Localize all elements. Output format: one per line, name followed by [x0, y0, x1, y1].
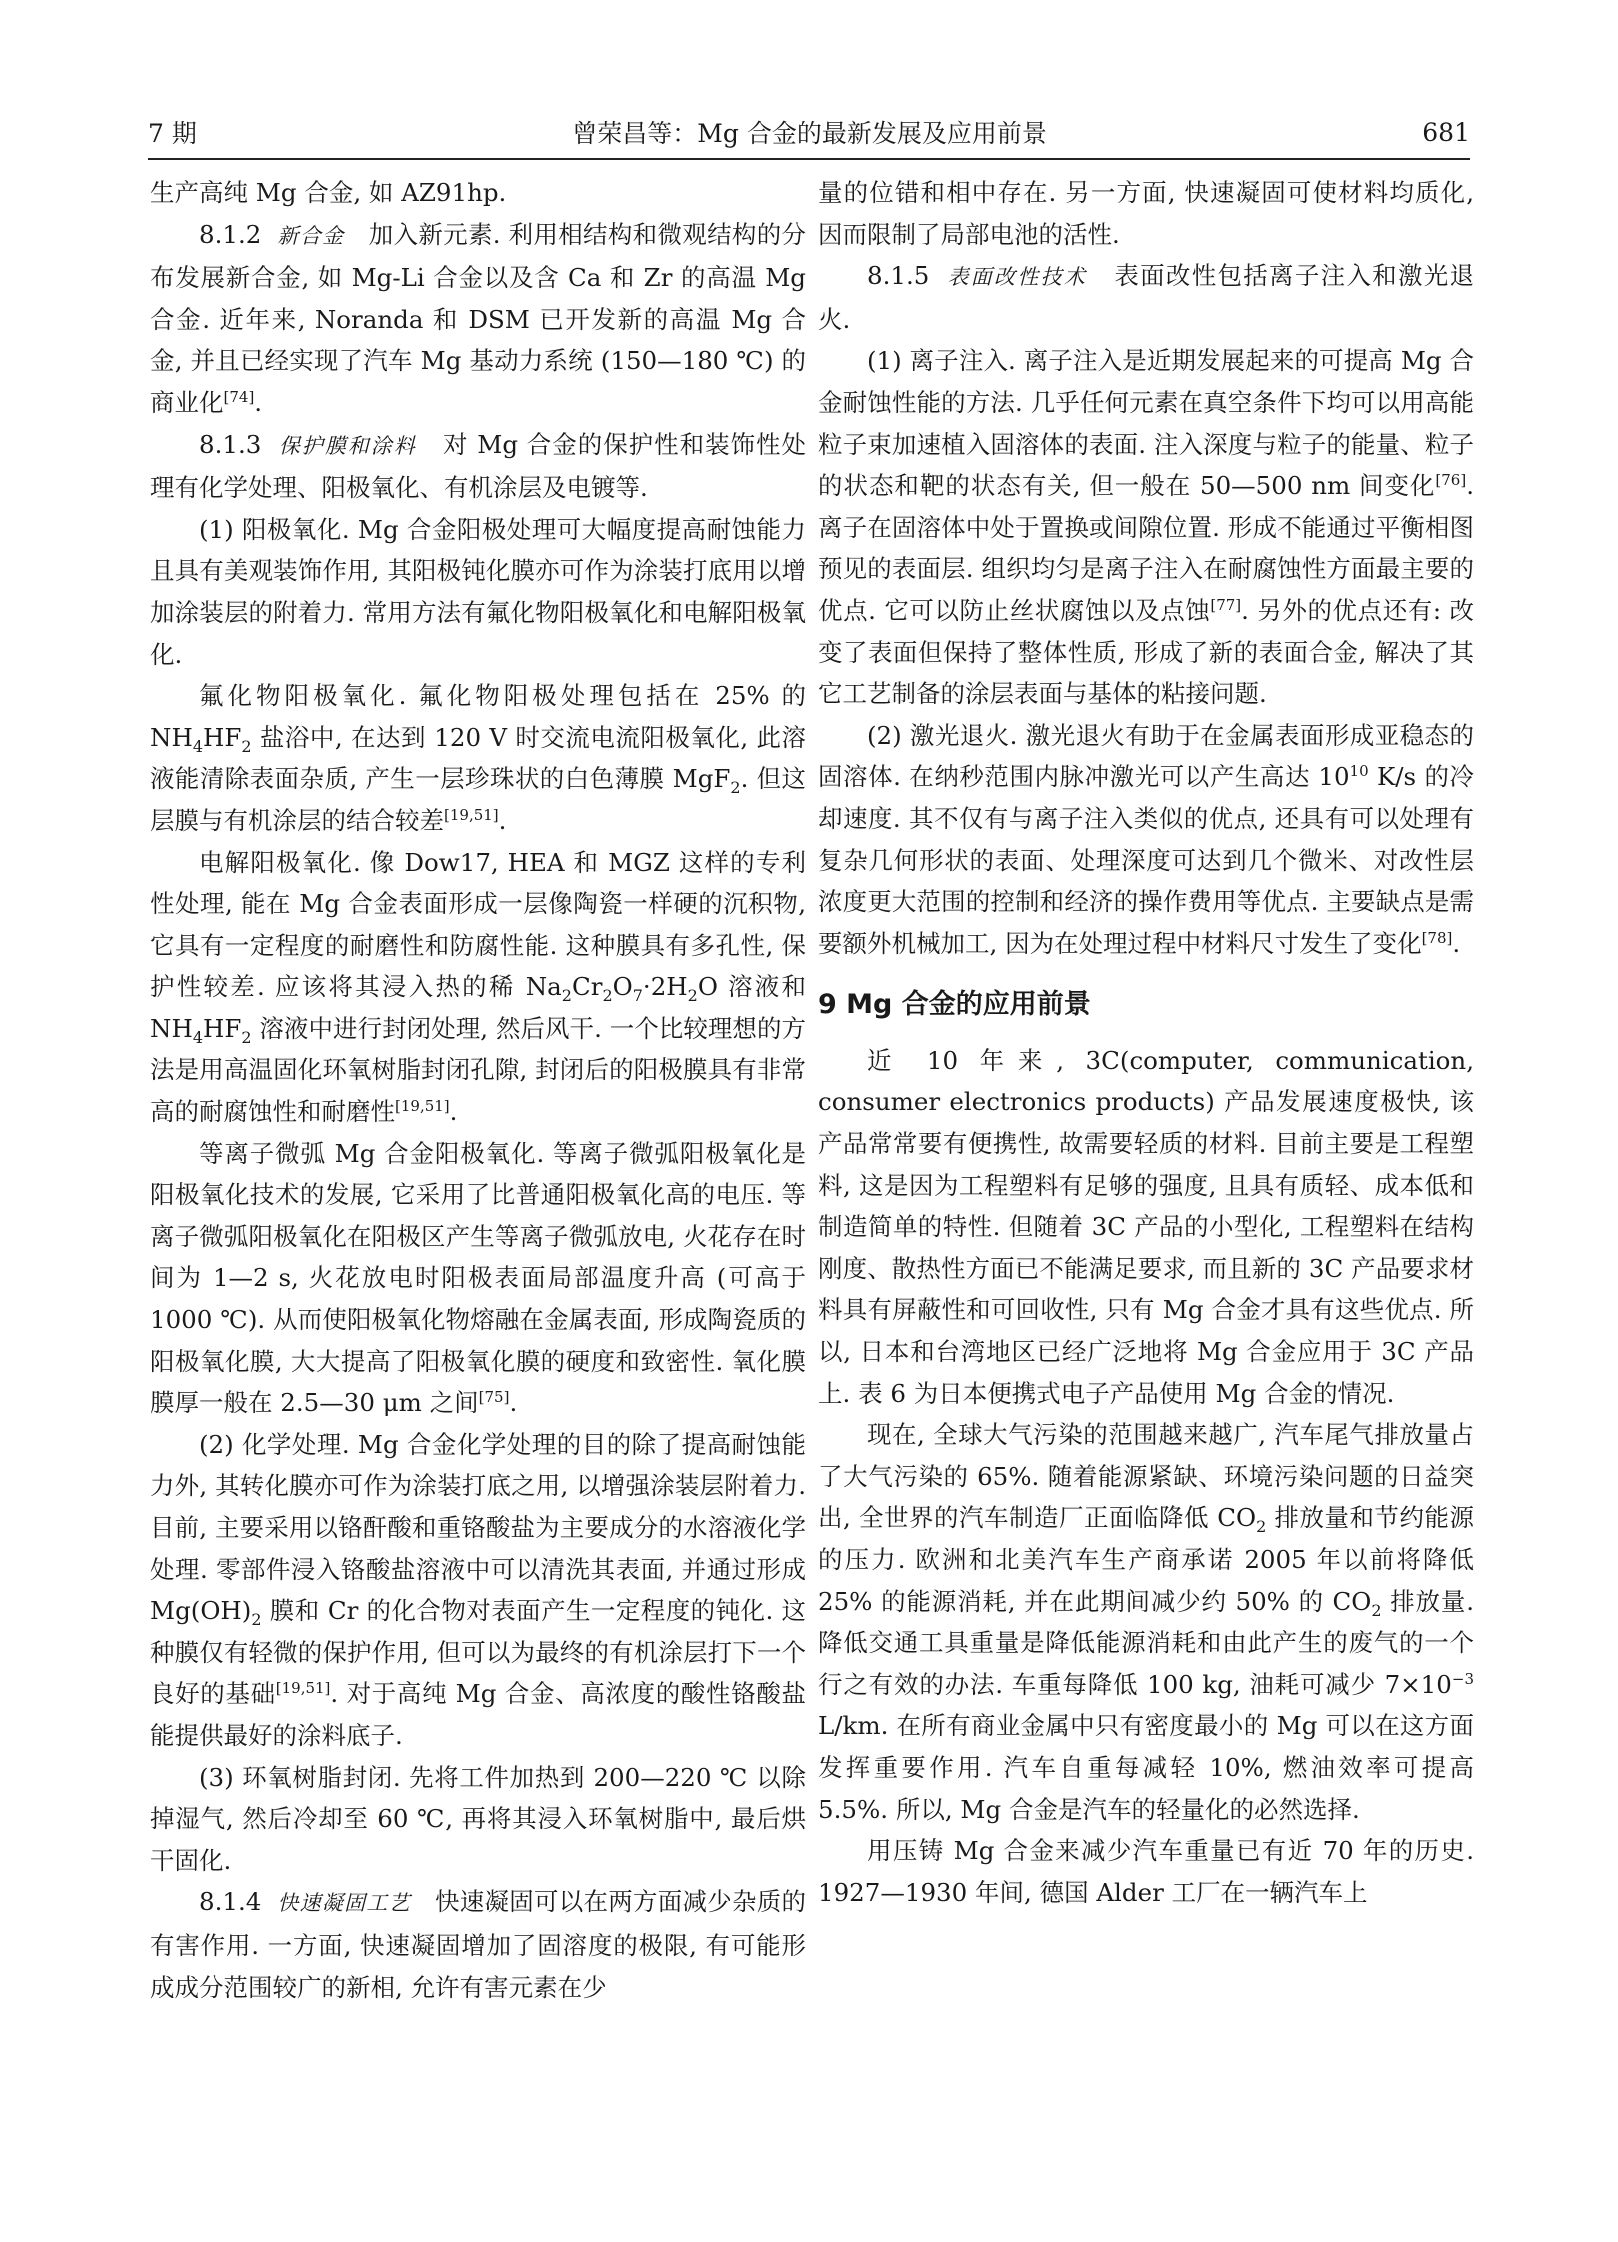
paragraph: 用压铸 Mg 合金来减少汽车重量已有近 70 年的历史. 1927—1930 年间, 德国 Alder 工厂在一辆汽车上: [818, 1836, 1474, 1907]
paragraph: (2) 化学处理. Mg 合金化学处理的目的除了提高耐蚀能力外, 其转化膜亦可作为涂装打底之用, 以增强涂装层附着力. 目前, 主要采用以铬酐酸和重铬酸盐为主要成分的水溶液化学处理. 零部件浸入铬酸盐溶液中可以清洗其表面, 并通过形成 $Mg(OH)_2$ 膜和 Cr 的化合物对表面产生一定程度的钝化. 这种膜仅有轻微的保护作用, 但可以为最终的有机涂层打下一个良好的基础[19,51]. 对于高纯 Mg 合金、高浓度的酸性铬酸盐能提供最好的涂料底子.: [150, 1429, 807, 1750]
left-column: [150, 172, 806, 2008]
paragraph: (3) 环氧树脂封闭. 先将工件加热到 200—220 ℃ 以除掉湿气, 然后冷却至 60 ℃, 再将其浸入环氧树脂中, 最后烘干固化.: [150, 1762, 806, 1875]
paragraph: 量的位错和相中存在. 另一方面, 快速凝固可使材料均质化, 因而限制了局部电池的活性.: [818, 178, 1474, 249]
section-8-1-5: 8.1.5 表面改性技术 表面改性包括离子注入和激光退火.: [818, 261, 1475, 334]
subsection-title: 快速凝固工艺: [277, 1891, 411, 1916]
paragraph: (1) 离子注入. 离子注入是近期发展起来的可提高 Mg 合金耐蚀性能的方法. 几乎任何元素在真空条件下均可以用高能粒子束加速植入固溶体的表面. 注入深度与粒子的能量、粒子的状态和靶的状态有关, 但一般在 50—500 nm 间变化[76]. 离子在固溶体中处于置换或间隙位置. 形成不能通过平衡相图预见的表面层. 组织均匀是离子注入在耐腐蚀性方面最主要的优点. 它可以防止丝状腐蚀以及点蚀[77]. 另外的优点还有: 改变了表面但保持了整体性质, 形成了新的表面合金, 解决了其它工艺制备的涂层表面与基体的粘接问题.: [818, 346, 1474, 709]
paragraph: 电解阳极氧化. 像 Dow17, HEA 和 MGZ 这样的专利性处理, 能在 Mg 合金表面形成一层像陶瓷一样硬的沉积物, 它具有一定程度的耐磨性和防腐性能. 这种膜具有多孔性, 保护性较差. 应该将其浸入热的稀 $Na_2Cr_2O_7\cdot 2H_2O$ 溶液和 $NH_4HF_2$ 溶液中进行封闭处理, 然后风干. 一个比较理想的方法是用高温固化环氧树脂封闭孔隙, 封闭后的阳极膜具有非常高的耐腐蚀性和耐磨性[19,51].: [150, 847, 806, 1127]
paragraph: 氟化物阳极氧化. 氟化物阳极处理包括在 25% 的 $NH_4HF_2$ 盐浴中, 在达到 120 V 时交流电流阳极氧化, 此溶液能清除表面杂质, 产生一层珍珠状的白色薄膜 MgF$_2$. 但这层膜与有机涂层的结合较差[19,51].: [150, 681, 806, 835]
subsection-title: 表面改性技术: [947, 265, 1088, 290]
subsection-title: 新合金: [277, 223, 345, 248]
citation: [19,51]: [444, 805, 499, 824]
running-header: [148, 112, 1470, 152]
section-8-1-2: 8.1.2 新合金 加入新元素. 利用相结构和微观结构的分布发展新合金, 如 Mg-Li 合金以及含 Ca 和 Zr 的高温 Mg 合金. 近年来, Noranda 和 DSM 已开发新的高温 Mg 合金, 并且已经实现了汽车 Mg 基动力系统 (150—180 ℃) 的商业化[74].: [150, 219, 806, 417]
paragraph: 现在, 全球大气污染的范围越来越广, 汽车尾气排放量占了大气污染的 65%. 随着能源紧缺、环境污染问题的日益突出, 全世界的汽车制造厂正面临降低 $CO_2$ 排放量和节约能源的压力. 欧洲和北美汽车生产商承诺 2005 年以前将降低 25% 的能源消耗, 并在此期间减少约 50% 的 $CO_2$ 排放量. 降低交通工具重量是降低能源消耗和由此产生的废气的一个行之有效的办法. 车重每降低 100 kg, 油耗可减少 $7\times 10^{-3}$ L/km. 在所有商业金属中只有密度最小的 Mg 可以在这方面发挥重要作用. 汽车自重每减轻 10%, 燃油效率可提高 5.5%. 所以, Mg 合金是汽车的轻量化的必然选择.: [818, 1420, 1475, 1824]
citation: [77]: [1210, 595, 1242, 614]
page-number: 681: [1422, 117, 1470, 147]
paragraph: (2) 激光退火. 激光退火有助于在金属表面形成亚稳态的固溶体. 在纳秒范围内脉冲激光可以产生高达 $10^{10}$ K/s 的冷却速度. 其不仅有与离子注入类似的优点, 还具有可以处理有复杂几何形状的表面、处理深度可达到几个微米、对改性层浓度更大范围的控制和经济的操作费用等优点. 主要缺点是需要额外机械加工, 因为在处理过程中材料尺寸发生了变化[78].: [818, 720, 1474, 958]
running-title: 曾荣昌等：Mg 合金的最新发展及应用前景: [572, 119, 1047, 148]
section-8-1-4: 8.1.4 快速凝固工艺 快速凝固可以在两方面减少杂质的有害作用. 一方面, 快速凝固增加了固溶度的极限, 有可能形成成分范围较广的新相, 允许有害元素在少: [150, 1887, 807, 2002]
citation: [74]: [223, 387, 255, 406]
issue-label: 7 期: [148, 119, 197, 148]
paragraph: (1) 阳极氧化. Mg 合金阳极处理可大幅度提高耐蚀能力且具有美观装饰作用, 其阳极钝化膜亦可作为涂装打底用以增加涂装层的附着力. 常用方法有氟化物阳极氧化和电解阳极氧化.: [150, 514, 806, 669]
citation: [78]: [1421, 928, 1453, 947]
right-column: [818, 172, 1474, 1913]
header-rule: [148, 158, 1470, 160]
citation: [76]: [1435, 471, 1467, 489]
citation: [75]: [478, 1388, 510, 1407]
paragraph: 生产高纯 Mg 合金, 如 AZ91hp.: [150, 178, 507, 207]
paragraph: 近 10 年来, 3C(computer, communication, consumer electronics products) 产品发展速度极快, 该产品常常要有便携性, 故需要轻质的材料. 目前主要是工程塑料, 这是因为工程塑料有足够的强度, 且具有质轻、成本低和制造简单的特性. 但随着 3C 产品的小型化, 工程塑料在结构刚度、散热性方面已不能满足要求, 而且新的 3C 产品要求材料具有屏蔽性和可回收性, 只有 Mg 合金才具有这些优点. 所以, 日本和台湾地区已经广泛地将 Mg 合金应用于 3C 产品上. 表 6 为日本便携式电子产品使用 Mg 合金的情况.: [818, 1045, 1474, 1408]
citation: [19,51]: [395, 1096, 450, 1115]
citation: [19,51]: [275, 1679, 331, 1698]
paragraph: 等离子微弧 Mg 合金阳极氧化. 等离子微弧阳极氧化是阳极氧化技术的发展, 它采用了比普通阳极氧化高的电压. 等离子微弧阳极氧化在阳极区产生等离子微弧放电, 火花存在时间为 1—2 s, 火花放电时阳极表面局部温度升高 (可高于 1000 ℃). 从而使阳极氧化物熔融在金属表面, 形成陶瓷质的阳极氧化膜, 大大提高了阳极氧化膜的硬度和致密性. 氧化膜膜厚一般在 2.5—30 μm 之间[75].: [150, 1138, 806, 1418]
section-8-1-3: 8.1.3 保护膜和涂料 对 Mg 合金的保护性和装饰性处理有化学处理、阳极氧化、有机涂层及电镀等.: [150, 429, 807, 503]
subsection-title: 保护膜和涂料: [278, 433, 417, 458]
section-heading-9: 9 Mg 合金的应用前景: [818, 989, 1091, 1021]
